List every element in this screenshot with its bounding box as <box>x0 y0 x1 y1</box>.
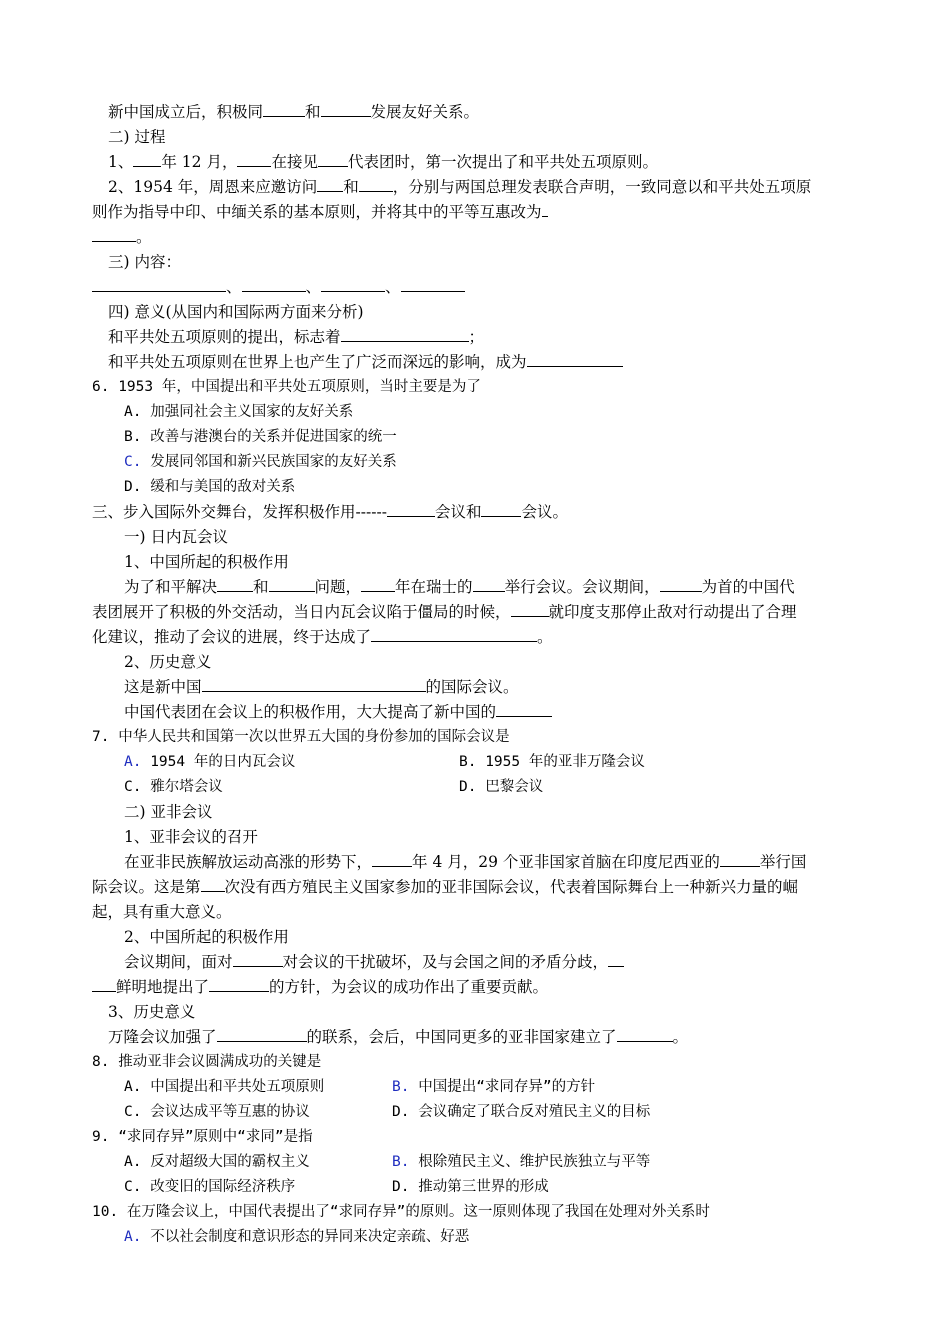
q6-option-c[interactable] <box>124 452 397 472</box>
fill-blank[interactable] <box>401 277 465 292</box>
q6-option-a[interactable] <box>124 402 353 422</box>
text: 年 4 月，29 个亚非国家首脑在印度尼西亚的 <box>412 853 720 871</box>
process-line-2a <box>108 177 811 197</box>
text: 就印度支那停止敌对行动提出了合理 <box>548 603 797 621</box>
option-text: 雅尔塔会议 <box>150 779 223 795</box>
option-text: 加强同社会主义国家的友好关系 <box>150 404 354 420</box>
text: 万隆会议加强了 <box>108 1028 217 1046</box>
fill-blank[interactable] <box>321 277 385 292</box>
fill-blank[interactable] <box>242 277 306 292</box>
option-text: 发展同邻国和新兴民族国家的友好关系 <box>150 454 397 470</box>
text: 在亚非民族解放运动高涨的形势下， <box>124 853 373 871</box>
q6-option-d[interactable] <box>124 477 295 497</box>
heading-geneva: 一) 日内瓦会议 <box>124 528 228 546</box>
process-line-2c <box>92 227 152 247</box>
text: 在接见 <box>271 153 318 171</box>
question-9-stem: 9. “求同存异”原则中“求同”是指 <box>92 1129 313 1145</box>
text: 和平共处五项原则的提出，标志着 <box>108 328 341 346</box>
fill-blank[interactable] <box>237 152 271 167</box>
text: 和平共处五项原则在世界上也产生了广泛而深远的影响，成为 <box>108 353 527 371</box>
fill-blank[interactable] <box>217 1027 307 1042</box>
text: 会议期间，面对 <box>124 953 233 971</box>
bandung-history-1 <box>108 1027 688 1047</box>
q8-option-b[interactable] <box>392 1077 595 1097</box>
q9-option-c[interactable] <box>124 1177 295 1197</box>
text: 问题， <box>314 578 362 596</box>
text: ； <box>468 328 485 346</box>
answer-letter: C. <box>124 454 142 470</box>
question-8-stem: 8. 推动亚非会议圆满成功的关键是 <box>92 1054 322 1070</box>
text: 会议。 <box>521 503 568 521</box>
q9-option-a[interactable] <box>124 1152 310 1172</box>
bandung-line-1 <box>124 852 806 872</box>
fill-blank[interactable] <box>202 677 426 692</box>
text: 这是新中国 <box>124 678 202 696</box>
q7-option-d[interactable] <box>459 777 543 797</box>
answer-letter: B. <box>392 1154 410 1170</box>
fill-blank[interactable] <box>341 327 469 342</box>
text: 的方针，为会议的成功作出了重要贡献。 <box>269 978 549 996</box>
question-7-stem: 7. 中华人民共和国第一次以世界五大国的身份参加的国际会议是 <box>92 729 510 745</box>
fill-blank[interactable] <box>473 577 505 592</box>
process-line-1 <box>108 152 658 172</box>
option-text: 缓和与美国的敌对关系 <box>150 479 296 495</box>
text: 1、 <box>108 153 134 171</box>
geneva-history-2 <box>124 702 552 722</box>
heading-geneva-role: 1、中国所起的积极作用 <box>124 553 289 571</box>
text: 为了和平解决 <box>124 578 218 596</box>
option-text: 不以社会制度和意识形态的异同来决定亲疏、好恶 <box>150 1229 470 1245</box>
bandung-line-3: 起，具有重大意义。 <box>92 903 232 921</box>
section-3-title <box>92 502 568 522</box>
option-text: 推动第三世界的形成 <box>418 1179 549 1195</box>
option-text: 中国提出“求同存异”的方针 <box>418 1079 596 1095</box>
fill-blank[interactable] <box>359 177 393 192</box>
fill-blank[interactable] <box>542 202 548 217</box>
text: 的国际会议。 <box>425 678 519 696</box>
option-text: 会议达成平等互惠的协议 <box>150 1104 310 1120</box>
text: 的联系，会后，中国同更多的亚非国家建立了 <box>306 1028 617 1046</box>
heading-geneva-history: 2、历史意义 <box>124 653 212 671</box>
fill-blank[interactable] <box>371 627 537 642</box>
fill-blank[interactable] <box>617 1027 673 1042</box>
q9-option-b[interactable] <box>392 1152 650 1172</box>
text: 和 <box>305 103 321 121</box>
separator: 、 <box>385 278 401 296</box>
bandung-line-2 <box>92 877 798 897</box>
text: 和 <box>253 578 269 596</box>
text: 发展友好关系。 <box>370 103 480 121</box>
heading-process: 二) 过程 <box>108 128 166 146</box>
fill-blank[interactable] <box>133 152 161 167</box>
heading-bandung-role: 2、中国所起的积极作用 <box>124 928 289 946</box>
option-text: 会议确定了联合反对殖民主义的目标 <box>418 1104 651 1120</box>
separator: 、 <box>305 278 322 296</box>
q8-option-d[interactable] <box>392 1102 650 1122</box>
fill-blank[interactable] <box>720 852 760 867</box>
fill-blank[interactable] <box>317 177 343 192</box>
fill-blank[interactable] <box>481 502 521 517</box>
text: 举行会议。会议期间， <box>504 578 660 596</box>
option-letter: D. <box>392 1104 410 1120</box>
text: 表团展开了积极的外交活动，当日内瓦会议陷于僵局的时候， <box>92 603 511 621</box>
geneva-line-3 <box>92 627 553 647</box>
option-letter: C. <box>124 779 142 795</box>
option-text: 中国提出和平共处五项原则 <box>150 1079 325 1095</box>
answer-letter: A. <box>124 1229 142 1245</box>
text: 年 12 月， <box>161 153 238 171</box>
process-line-2b <box>92 202 548 222</box>
option-letter: A. <box>124 404 142 420</box>
bandung-role-1 <box>124 952 624 972</box>
fill-blank[interactable] <box>321 102 371 117</box>
fill-blank[interactable] <box>92 277 226 292</box>
fill-blank[interactable] <box>608 952 624 967</box>
text: ，分别与两国总理发表联合声明，一致同意以和平共处五项原 <box>392 178 812 196</box>
fill-blank[interactable] <box>92 977 116 992</box>
text: 。 <box>672 1028 689 1046</box>
fill-blank[interactable] <box>511 602 549 617</box>
heading-bandung: 二) 亚非会议 <box>124 803 213 821</box>
fill-blank[interactable] <box>263 102 305 117</box>
text: 新中国成立后，积极同 <box>108 103 264 121</box>
text: 2、1954 年，周恩来应邀访问 <box>108 178 318 196</box>
significance-line-1 <box>108 327 484 347</box>
option-letter: B. <box>459 754 477 770</box>
option-letter: A. <box>124 1079 142 1095</box>
significance-line-2 <box>108 352 623 372</box>
q6-option-b[interactable] <box>124 427 397 447</box>
fill-blank[interactable] <box>527 352 623 367</box>
q8-option-a[interactable] <box>124 1077 324 1097</box>
option-text: 改变旧的国际经济秩序 <box>150 1179 296 1195</box>
geneva-history-1 <box>124 677 519 697</box>
option-letter: B. <box>124 429 142 445</box>
q7-option-b[interactable] <box>459 752 645 772</box>
option-letter: D. <box>392 1179 410 1195</box>
fill-blank[interactable] <box>372 852 412 867</box>
text: 则作为指导中印、中缅关系的基本原则，并将其中的平等互惠改为 <box>92 203 542 221</box>
text: 际会议。这是第 <box>92 878 201 896</box>
intro-line <box>108 102 479 122</box>
fill-blank[interactable] <box>361 577 395 592</box>
option-letter: C. <box>124 1104 142 1120</box>
text: 。 <box>537 628 553 646</box>
question-6-stem: 6. 1953 年，中国提出和平共处五项原则，当时主要是为了 <box>92 379 481 395</box>
q10-option-a[interactable] <box>124 1227 469 1247</box>
text: 会议和 <box>434 503 482 521</box>
option-text: 巴黎会议 <box>485 779 544 795</box>
option-text: 改善与港澳台的关系并促进国家的统一 <box>150 429 397 445</box>
text: 代表团时，第一次提出了和平共处五项原则。 <box>347 153 658 171</box>
fill-blank[interactable] <box>660 577 702 592</box>
content-blanks <box>92 277 465 297</box>
geneva-line-1 <box>124 577 795 597</box>
q9-option-d[interactable] <box>392 1177 549 1197</box>
text: 化建议，推动了会议的进展，终于达成了 <box>92 628 372 646</box>
option-text: 1955 年的亚非万隆会议 <box>485 754 645 770</box>
text: 年在瑞士的 <box>395 578 473 596</box>
q7-option-a[interactable] <box>124 752 295 772</box>
text: 中国代表团在会议上的积极作用，大大提高了新中国的 <box>124 703 497 721</box>
fill-blank[interactable] <box>92 227 136 242</box>
answer-letter: A. <box>124 754 142 770</box>
fill-blank[interactable] <box>201 877 225 892</box>
fill-blank[interactable] <box>387 502 435 517</box>
text: 举行国 <box>759 853 807 871</box>
option-text: 1954 年的日内瓦会议 <box>150 754 296 770</box>
geneva-line-2 <box>92 602 797 622</box>
fill-blank[interactable] <box>318 152 348 167</box>
option-letter: A. <box>124 1154 142 1170</box>
fill-blank[interactable] <box>233 952 283 967</box>
option-letter: D. <box>459 779 477 795</box>
text: 和 <box>343 178 359 196</box>
question-10-stem: 10. 在万隆会议上，中国代表提出了“求同存异”的原则。这一原则体现了我国在处理对外关系时 <box>92 1204 710 1220</box>
text: 次没有西方殖民主义国家参加的亚非国际会议，代表着国际舞台上一种新兴力量的崛 <box>224 878 799 896</box>
fill-blank[interactable] <box>269 577 315 592</box>
option-text: 根除殖民主义、维护民族独立与平等 <box>418 1154 651 1170</box>
bandung-role-2 <box>92 977 548 997</box>
text: 为首的中国代 <box>701 578 795 596</box>
text: 。 <box>136 228 152 246</box>
text: 对会议的干扰破坏，及与会国之间的矛盾分歧， <box>282 953 609 971</box>
text: 鲜明地提出了 <box>116 978 210 996</box>
option-letter: C. <box>124 1179 142 1195</box>
q8-option-c[interactable] <box>124 1102 310 1122</box>
answer-letter: B. <box>392 1079 410 1095</box>
option-letter: D. <box>124 479 142 495</box>
fill-blank[interactable] <box>496 702 552 717</box>
heading-significance: 四) 意义(从国内和国际两方面来分析) <box>108 303 364 321</box>
fill-blank[interactable] <box>217 577 253 592</box>
separator: 、 <box>226 278 242 296</box>
heading-bandung-convene: 1、亚非会议的召开 <box>124 828 258 846</box>
heading-bandung-history: 3、历史意义 <box>108 1003 196 1021</box>
option-text: 反对超级大国的霸权主义 <box>150 1154 310 1170</box>
text: 三、步入国际外交舞台，发挥积极作用------ <box>92 503 387 521</box>
q7-option-c[interactable] <box>124 777 223 797</box>
fill-blank[interactable] <box>209 977 269 992</box>
heading-content: 三) 内容： <box>108 253 181 271</box>
